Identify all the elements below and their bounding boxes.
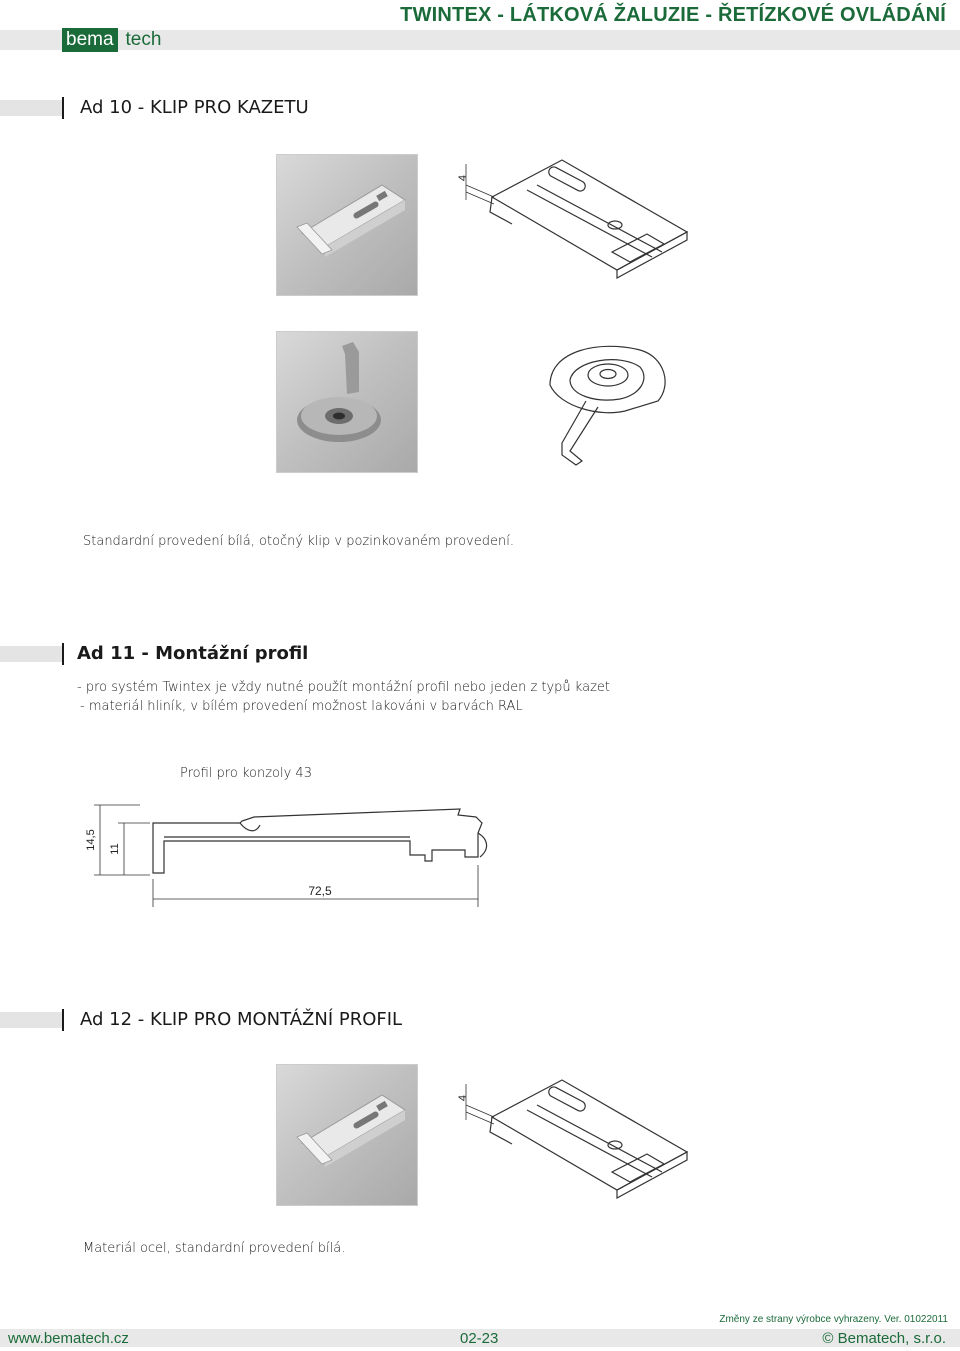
swivel-clip-drawing: [540, 335, 675, 475]
logo-bema: bema: [62, 28, 118, 52]
profile-caption: Profil pro konzoly 43: [180, 766, 312, 781]
section-10-note: Standardní provedení bílá, otočný klip v pozinkovaném provedení.: [83, 534, 514, 549]
clip-dimension-label: 4: [457, 1094, 469, 1102]
change-note: Změny ze strany výrobce vyhrazeny. Ver. 01022011: [719, 1314, 948, 1325]
mounting-profile-drawing: [80, 795, 500, 910]
profile-height-inner-label: 11: [109, 843, 121, 855]
section-marker: [62, 1009, 64, 1031]
cassette-clip-image: [277, 155, 417, 295]
section-11-line-1: - pro systém Twintex je vždy nutné použít montážní profil nebo jeden z typů kazet: [77, 680, 610, 695]
clip-photo: [276, 1064, 418, 1206]
clip-dimension-label: 4: [457, 174, 469, 182]
swivel-clip-photo: [276, 331, 418, 473]
profile-clip-drawing: [452, 1072, 692, 1202]
section-band: [0, 646, 62, 662]
document-title: TWINTEX - LÁTKOVÁ ŽALUZIE - ŘETÍZKOVÉ OVLÁDÁNÍ: [400, 4, 946, 26]
section-11-line-2: - materiál hliník, v bílém provedení možnost lakováni v barvách RAL: [80, 699, 523, 714]
section-12-title: Ad 12 - KLIP PRO MONTÁŽNÍ PROFIL: [80, 1009, 403, 1030]
section-10-title: Ad 10 - KLIP PRO KAZETU: [80, 97, 309, 118]
section-12-note: Materiál ocel, standardní provedení bílá.: [83, 1241, 346, 1256]
profile-width-label: 72,5: [308, 884, 332, 898]
section-band: [0, 1012, 62, 1028]
profile-clip-image: [277, 1065, 417, 1205]
section-band: [0, 100, 62, 116]
clip-photo: [276, 154, 418, 296]
profile-height-outer-label: 14,5: [85, 829, 97, 851]
copyright: © Bematech, s.r.o.: [822, 1330, 946, 1347]
swivel-clip-image: [277, 332, 417, 472]
bematech-logo: [62, 28, 161, 52]
website-link[interactable]: www.bematech.cz: [8, 1330, 129, 1347]
cassette-clip-drawing: [452, 152, 692, 282]
section-marker: [62, 97, 64, 119]
page-number: 02-23: [460, 1330, 499, 1347]
section-11-title: Ad 11 - Montážní profil: [77, 643, 309, 664]
logo-tech: tech: [125, 29, 162, 50]
section-marker: [62, 643, 64, 665]
